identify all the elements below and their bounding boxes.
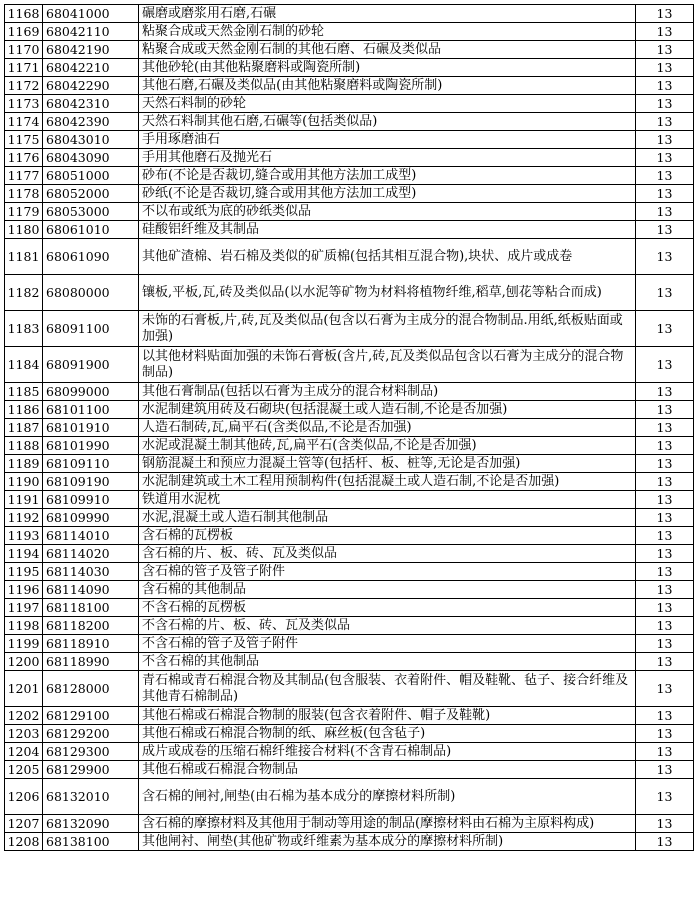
table-row — [5, 311, 694, 347]
hs-code-cell: 68109190 — [43, 473, 139, 491]
table-row — [5, 833, 694, 851]
hs-code-cell: 68043010 — [43, 131, 139, 149]
row-number-cell: 1182 — [5, 275, 43, 311]
row-number-cell: 1197 — [5, 599, 43, 617]
table-row — [5, 383, 694, 401]
description-cell: 以其他材料贴面加强的未饰石膏板(含片,砖,瓦及类似品包含以石膏为主成分的混合物制品) — [139, 347, 636, 383]
description-cell: 水泥,混凝土或人造石制其他制品 — [139, 509, 636, 527]
hs-code-cell: 68091900 — [43, 347, 139, 383]
hs-code-cell: 68109110 — [43, 455, 139, 473]
table-row — [5, 473, 694, 491]
description-cell: 其他石棉或石棉混合物制的服装(包含衣着附件、帽子及鞋靴) — [139, 707, 636, 725]
hs-code-cell: 68114020 — [43, 545, 139, 563]
row-number-cell: 1189 — [5, 455, 43, 473]
table-row — [5, 131, 694, 149]
hs-code-cell: 68042290 — [43, 77, 139, 95]
hs-code-cell: 68099000 — [43, 383, 139, 401]
rate-cell: 13 — [636, 635, 694, 653]
hs-code-cell: 68132090 — [43, 815, 139, 833]
table-row — [5, 41, 694, 59]
row-number-cell: 1171 — [5, 59, 43, 77]
row-number-cell: 1186 — [5, 401, 43, 419]
row-number-cell: 1170 — [5, 41, 43, 59]
row-number-cell: 1168 — [5, 5, 43, 23]
description-cell: 碾磨或磨浆用石磨,石碾 — [139, 5, 636, 23]
row-number-cell: 1187 — [5, 419, 43, 437]
rate-cell: 13 — [636, 455, 694, 473]
table-row — [5, 599, 694, 617]
row-number-cell: 1199 — [5, 635, 43, 653]
hs-code-cell: 68118200 — [43, 617, 139, 635]
table-row — [5, 581, 694, 599]
table-row — [5, 815, 694, 833]
hs-code-cell: 68042110 — [43, 23, 139, 41]
table-row — [5, 239, 694, 275]
row-number-cell: 1194 — [5, 545, 43, 563]
rate-cell: 13 — [636, 581, 694, 599]
hs-code-cell: 68114090 — [43, 581, 139, 599]
table-row — [5, 725, 694, 743]
hs-code-cell: 68118100 — [43, 599, 139, 617]
description-cell: 铁道用水泥枕 — [139, 491, 636, 509]
rate-cell: 13 — [636, 311, 694, 347]
hs-code-cell: 68052000 — [43, 185, 139, 203]
hs-code-cell: 68118910 — [43, 635, 139, 653]
table-row — [5, 5, 694, 23]
table-row — [5, 95, 694, 113]
table-row — [5, 617, 694, 635]
hs-code-cell: 68101990 — [43, 437, 139, 455]
row-number-cell: 1196 — [5, 581, 43, 599]
row-number-cell: 1190 — [5, 473, 43, 491]
table-row — [5, 203, 694, 221]
table-row — [5, 149, 694, 167]
description-cell: 其他石膏制品(包括以石膏为主成分的混合材料制品) — [139, 383, 636, 401]
rate-cell: 13 — [636, 833, 694, 851]
rate-cell: 13 — [636, 185, 694, 203]
rate-cell: 13 — [636, 401, 694, 419]
rate-cell: 13 — [636, 815, 694, 833]
rate-cell: 13 — [636, 671, 694, 707]
row-number-cell: 1175 — [5, 131, 43, 149]
hs-code-cell: 68114030 — [43, 563, 139, 581]
rate-cell: 13 — [636, 23, 694, 41]
hs-code-cell: 68129300 — [43, 743, 139, 761]
description-cell: 粘聚合成或天然金刚石制的砂轮 — [139, 23, 636, 41]
description-cell: 钢筋混凝土和预应力混凝土管等(包括杆、板、桩等,无论是否加强) — [139, 455, 636, 473]
rate-cell: 13 — [636, 59, 694, 77]
hs-code-cell: 68132010 — [43, 779, 139, 815]
description-cell: 其他石棉或石棉混合物制的纸、麻丝板(包含毡子) — [139, 725, 636, 743]
table-row — [5, 509, 694, 527]
row-number-cell: 1178 — [5, 185, 43, 203]
table-row — [5, 185, 694, 203]
description-cell: 镶板,平板,瓦,砖及类似品(以水泥等矿物为材料将植物纤维,稻草,刨花等粘合而成) — [139, 275, 636, 311]
rate-cell: 13 — [636, 653, 694, 671]
rate-cell: 13 — [636, 761, 694, 779]
row-number-cell: 1203 — [5, 725, 43, 743]
table-row — [5, 113, 694, 131]
hs-code-cell: 68041000 — [43, 5, 139, 23]
rate-cell: 13 — [636, 41, 694, 59]
rate-cell: 13 — [636, 167, 694, 185]
description-cell: 手用其他磨石及抛光石 — [139, 149, 636, 167]
row-number-cell: 1198 — [5, 617, 43, 635]
row-number-cell: 1184 — [5, 347, 43, 383]
rate-cell: 13 — [636, 239, 694, 275]
hs-code-cell: 68128000 — [43, 671, 139, 707]
row-number-cell: 1192 — [5, 509, 43, 527]
description-cell: 其他闸衬、闸垫(其他矿物或纤维素为基本成分的摩擦材料所制) — [139, 833, 636, 851]
hs-code-cell: 68061090 — [43, 239, 139, 275]
rate-cell: 13 — [636, 779, 694, 815]
row-number-cell: 1202 — [5, 707, 43, 725]
table-row — [5, 545, 694, 563]
description-cell: 不含石棉的瓦楞板 — [139, 599, 636, 617]
rate-cell: 13 — [636, 473, 694, 491]
rate-cell: 13 — [636, 221, 694, 239]
rate-cell: 13 — [636, 131, 694, 149]
description-cell: 青石棉或青石棉混合物及其制品(包含服装、衣着附件、帽及鞋靴、毡子、接合纤维及其他青石棉制品) — [139, 671, 636, 707]
row-number-cell: 1204 — [5, 743, 43, 761]
rate-cell: 13 — [636, 383, 694, 401]
hs-code-cell: 68061010 — [43, 221, 139, 239]
hs-code-cell: 68118990 — [43, 653, 139, 671]
hs-code-cell: 68043090 — [43, 149, 139, 167]
table-row — [5, 59, 694, 77]
row-number-cell: 1177 — [5, 167, 43, 185]
description-cell: 水泥或混凝土制其他砖,瓦,扁平石(含类似品,不论是否加强) — [139, 437, 636, 455]
hs-code-cell: 68053000 — [43, 203, 139, 221]
row-number-cell: 1193 — [5, 527, 43, 545]
description-cell: 水泥制建筑或土木工程用预制构件(包括混凝土或人造石制,不论是否加强) — [139, 473, 636, 491]
description-cell: 含石棉的管子及管子附件 — [139, 563, 636, 581]
description-cell: 其他砂轮(由其他粘聚磨料或陶瓷所制) — [139, 59, 636, 77]
table-row — [5, 437, 694, 455]
row-number-cell: 1169 — [5, 23, 43, 41]
table-row — [5, 167, 694, 185]
rate-cell: 13 — [636, 203, 694, 221]
rate-cell: 13 — [636, 113, 694, 131]
rate-cell: 13 — [636, 275, 694, 311]
table-row — [5, 23, 694, 41]
rate-cell: 13 — [636, 95, 694, 113]
description-cell: 不含石棉的管子及管子附件 — [139, 635, 636, 653]
table-row — [5, 707, 694, 725]
table-row — [5, 419, 694, 437]
description-cell: 天然石料制其他石磨,石碾等(包括类似品) — [139, 113, 636, 131]
rate-cell: 13 — [636, 527, 694, 545]
row-number-cell: 1201 — [5, 671, 43, 707]
table-row — [5, 761, 694, 779]
table-body — [5, 5, 694, 851]
description-cell: 其他矿渣棉、岩石棉及类似的矿质棉(包括其相互混合物),块状、成片或成卷 — [139, 239, 636, 275]
table-row — [5, 77, 694, 95]
table-row — [5, 491, 694, 509]
description-cell: 粘聚合成或天然金刚石制的其他石磨、石碾及类似品 — [139, 41, 636, 59]
description-cell: 含石棉的瓦楞板 — [139, 527, 636, 545]
row-number-cell: 1205 — [5, 761, 43, 779]
hs-code-cell: 68042210 — [43, 59, 139, 77]
description-cell: 含石棉的闸衬,闸垫(由石棉为基本成分的摩擦材料所制) — [139, 779, 636, 815]
description-cell: 硅酸铝纤维及其制品 — [139, 221, 636, 239]
row-number-cell: 1179 — [5, 203, 43, 221]
hs-code-cell: 68042390 — [43, 113, 139, 131]
description-cell: 含石棉的摩擦材料及其他用于制动等用途的制品(摩擦材料由石棉为主原料构成) — [139, 815, 636, 833]
description-cell: 水泥制建筑用砖及石砌块(包括混凝土或人造石制,不论是否加强) — [139, 401, 636, 419]
rate-cell: 13 — [636, 437, 694, 455]
rate-cell: 13 — [636, 563, 694, 581]
rate-cell: 13 — [636, 743, 694, 761]
hs-code-cell: 68129100 — [43, 707, 139, 725]
description-cell: 不含石棉的片、板、砖、瓦及类似品 — [139, 617, 636, 635]
hs-code-cell: 68109910 — [43, 491, 139, 509]
hs-code-cell: 68042310 — [43, 95, 139, 113]
description-cell: 手用琢磨油石 — [139, 131, 636, 149]
description-cell: 人造石制砖,瓦,扁平石(含类似品,不论是否加强) — [139, 419, 636, 437]
description-cell: 其他石磨,石碾及类似品(由其他粘聚磨料或陶瓷所制) — [139, 77, 636, 95]
hs-code-cell: 68101910 — [43, 419, 139, 437]
hs-code-cell: 68109990 — [43, 509, 139, 527]
row-number-cell: 1176 — [5, 149, 43, 167]
rate-cell: 13 — [636, 419, 694, 437]
rate-cell: 13 — [636, 149, 694, 167]
row-number-cell: 1206 — [5, 779, 43, 815]
description-cell: 成片或成卷的压缩石棉纤维接合材料(不含青石棉制品) — [139, 743, 636, 761]
row-number-cell: 1191 — [5, 491, 43, 509]
description-cell: 砂布(不论是否裁切,缝合或用其他方法加工成型) — [139, 167, 636, 185]
hs-code-cell: 68114010 — [43, 527, 139, 545]
row-number-cell: 1180 — [5, 221, 43, 239]
rate-cell: 13 — [636, 617, 694, 635]
row-number-cell: 1185 — [5, 383, 43, 401]
description-cell: 其他石棉或石棉混合物制品 — [139, 761, 636, 779]
row-number-cell: 1183 — [5, 311, 43, 347]
row-number-cell: 1172 — [5, 77, 43, 95]
description-cell: 含石棉的其他制品 — [139, 581, 636, 599]
table-row — [5, 527, 694, 545]
row-number-cell: 1188 — [5, 437, 43, 455]
table-row — [5, 743, 694, 761]
rate-cell: 13 — [636, 77, 694, 95]
table-row — [5, 635, 694, 653]
rate-cell: 13 — [636, 707, 694, 725]
table-row — [5, 779, 694, 815]
hs-code-cell: 68129900 — [43, 761, 139, 779]
rate-cell: 13 — [636, 599, 694, 617]
description-cell: 未饰的石膏板,片,砖,瓦及类似品(包含以石膏为主成分的混合物制品.用纸,纸板贴面或加强) — [139, 311, 636, 347]
row-number-cell: 1195 — [5, 563, 43, 581]
row-number-cell: 1207 — [5, 815, 43, 833]
description-cell: 不含石棉的其他制品 — [139, 653, 636, 671]
description-cell: 不以布或纸为底的砂纸类似品 — [139, 203, 636, 221]
description-cell: 含石棉的片、板、砖、瓦及类似品 — [139, 545, 636, 563]
hs-code-cell: 68138100 — [43, 833, 139, 851]
table-row — [5, 563, 694, 581]
hs-code-cell: 68129200 — [43, 725, 139, 743]
tariff-table — [4, 4, 694, 851]
row-number-cell: 1208 — [5, 833, 43, 851]
rate-cell: 13 — [636, 509, 694, 527]
description-cell: 天然石料制的砂轮 — [139, 95, 636, 113]
table-row — [5, 401, 694, 419]
hs-code-cell: 68051000 — [43, 167, 139, 185]
row-number-cell: 1200 — [5, 653, 43, 671]
table-row — [5, 653, 694, 671]
rate-cell: 13 — [636, 725, 694, 743]
description-cell: 砂纸(不论是否裁切,缝合或用其他方法加工成型) — [139, 185, 636, 203]
rate-cell: 13 — [636, 491, 694, 509]
hs-code-cell: 68042190 — [43, 41, 139, 59]
rate-cell: 13 — [636, 545, 694, 563]
row-number-cell: 1174 — [5, 113, 43, 131]
row-number-cell: 1173 — [5, 95, 43, 113]
hs-code-cell: 68091100 — [43, 311, 139, 347]
rate-cell: 13 — [636, 347, 694, 383]
table-row — [5, 221, 694, 239]
rate-cell: 13 — [636, 5, 694, 23]
hs-code-cell: 68080000 — [43, 275, 139, 311]
row-number-cell: 1181 — [5, 239, 43, 275]
table-row — [5, 275, 694, 311]
table-row — [5, 671, 694, 707]
hs-code-cell: 68101100 — [43, 401, 139, 419]
table-row — [5, 455, 694, 473]
table-row — [5, 347, 694, 383]
